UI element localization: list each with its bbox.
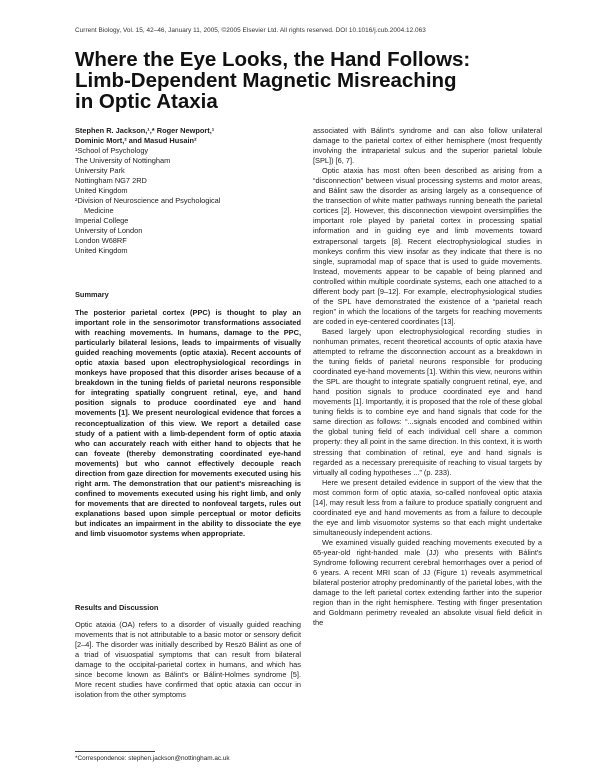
- affiliation-line: United Kingdom: [75, 246, 128, 255]
- right-column: [313, 126, 542, 628]
- article-title: [75, 49, 545, 112]
- affiliation-line: Nottingham NG7 2RD: [75, 176, 147, 185]
- affiliation-line: Imperial College: [75, 216, 129, 225]
- correspondence-footnote: *Correspondence: stephen.jackson@nottingham.ac.uk: [75, 755, 230, 762]
- affiliation-line: The University of Nottingham: [75, 156, 171, 165]
- body-paragraph: We examined visually guided reaching movements executed by a 65-year-old right-handed male (JJ) who presents with Bálint's Syndrome following recurrent cerebral hemorrhages over a period of 6 years. A recent MRI scan of JJ (Figure 1) reveals asymmetrical bilateral posterior atrophy predominantly of the parietal lobes, with the damage to the left parietal cortex extending farther into the superior region than in the right hemisphere. Testing with finger presentation and Goldmann perimetry revealed an absolute visual field deficit in the: [313, 537, 542, 628]
- affiliation-line: ¹School of Psychology: [75, 146, 149, 155]
- body-paragraph: Based largely upon electrophysiological recording studies in nonhuman primates, recent theoretical accounts of optic ataxia have attempted to reframe the disconnection account as a breakdown in the tuning fields of parietal neurons responsible for producing coordinated eye-hand movements [1]. Within this view, neurons within the SPL are thought to integrate spatially congruent retinal, eye, and hand position signals to produce coordinated eye and hand movements [1]. Importantly, it is proposed that the role of these global tuning fields is to combine eye and hand signals that code for the same direction as follows: “...signals encoded and combined within the global tuning field of each individual cell share a common property: they all point in the same direction. In this context, it is worth stressing that combination of retinal, eye and hand signals is regarded as a necessary prerequisite of reaching to visual targets by virtually all coding hypotheses ...” (p. 233).: [313, 326, 542, 477]
- affiliation-line: Medicine: [84, 206, 114, 215]
- body-paragraph: Here we present detailed evidence in support of the view that the most common form of optic ataxia, so-called nonfoveal optic ataxia [14], may result less from a failure to produce spatially congruent and coordinated eye and hand movements as from a failure to decouple the eye and limb visuomotor systems so that each might undertake simultaneously independent actions.: [313, 477, 542, 537]
- footnote-divider: [75, 751, 155, 752]
- affiliation-line: University Park: [75, 166, 125, 175]
- journal-citation: Current Biology, Vol. 15, 42–46, January 11, 2005, ©2005 Elsevier Ltd. All rights reserved. DOI 10.1016/j.cub.2004.12.063: [75, 27, 426, 34]
- affiliation-line: ²Division of Neuroscience and Psychological: [75, 196, 221, 205]
- results-heading: Results and Discussion: [75, 603, 159, 612]
- author-block: [75, 126, 300, 256]
- affiliation-line: London W68RF: [75, 236, 127, 245]
- title-line: Limb-Dependent Magnetic Misreaching: [75, 69, 457, 92]
- results-body: Optic ataxia (OA) refers to a disorder of visually guided reaching movements that is not attributable to a basic motor or sensory deficit [2–4]. The disorder was initially described by Reszö Bálint as one of a triad of visuospatial symptoms that can result from bilateral damage to the occipital-parietal cortex in humans, and which has since become known as Bálint's or Bálint-Holmes syndrome [5]. More recent studies have confirmed that optic ataxia can occur in isolation from the other symptoms: [75, 620, 301, 700]
- summary-heading: Summary: [75, 290, 109, 299]
- title-line: in Optic Ataxia: [75, 90, 218, 113]
- author-names-line: Stephen R. Jackson,¹,* Roger Newport,¹: [75, 126, 215, 135]
- summary-body: The posterior parietal cortex (PPC) is thought to play an important role in the sensorimotor transformations associated with reaching movements. In humans, damage to the PPC, particularly bilateral lesions, leads to impairments of visually guided reaching movements (optic ataxia). Recent accounts of optic ataxia based upon electrophysiological recordings in monkeys have proposed that this disorder arises because of a breakdown in the tuning fields of parietal neurons responsible for integrating spatially congruent retinal, eye, and hand position signals to produce coordinated eye and hand movements [1]. We present neurological evidence that forces a reconceptualization of this view. We report a detailed case study of a patient with a limb-dependent form of optic ataxia who can accurately reach with either hand to objects that he can foveate (thereby demonstrating coordinated eye-hand movements) but who cannot effectively decouple reach direction from gaze direction for movements executed using his right arm. The demonstration that our patient's misreaching is confined to movements executed using his right limb, and only for movements that are directed to nonfoveal targets, rules out explanations based upon simple perceptual or motor deficits but indicates an impairment in the ability to dissociate the eye and limb visuomotor systems when appropriate.: [75, 308, 301, 539]
- title-line: Where the Eye Looks, the Hand Follows:: [75, 48, 471, 71]
- affiliation-line: University of London: [75, 226, 143, 235]
- body-paragraph: Optic ataxia has most often been described as arising from a “disconnection” between visual processing systems and motor areas, and Bálint saw the disorder as arising largely as a consequence of the transection of white matter pathways running beneath the parietal cortices [2]. However, this disconnection viewpoint oversimplifies the important role played by parietal cortex in processing spatial information and in guiding eye and limb movements toward extrapersonal targets [8]. Recent electrophysiological studies in monkeys confirm this view insofar as they indicate that there is no single, supramodal map of space that is used to guide movements. Instead, movements appear to be capable of being planned and controlled within multiple coordinate systems, each one attached to a different body part [9–12]. For example, electrophysiological studies of the SPL have demonstrated the existence of a “parietal reach region” in which the locations of the targets for reaching movements are coded in eye-centered coordinates [13].: [313, 166, 542, 326]
- author-names-line: Dominic Mort,² and Masud Husain²: [75, 136, 197, 145]
- summary-paragraph: [75, 308, 301, 539]
- results-paragraph: [75, 620, 301, 700]
- body-paragraph: associated with Bálint's syndrome and can also follow unilateral damage to the parietal cortex of either hemisphere (most frequently involving the intraparietal sulcus and the superior parietal lobule [SPL]) [6, 7].: [313, 126, 542, 166]
- affiliation-line: United Kingdom: [75, 186, 128, 195]
